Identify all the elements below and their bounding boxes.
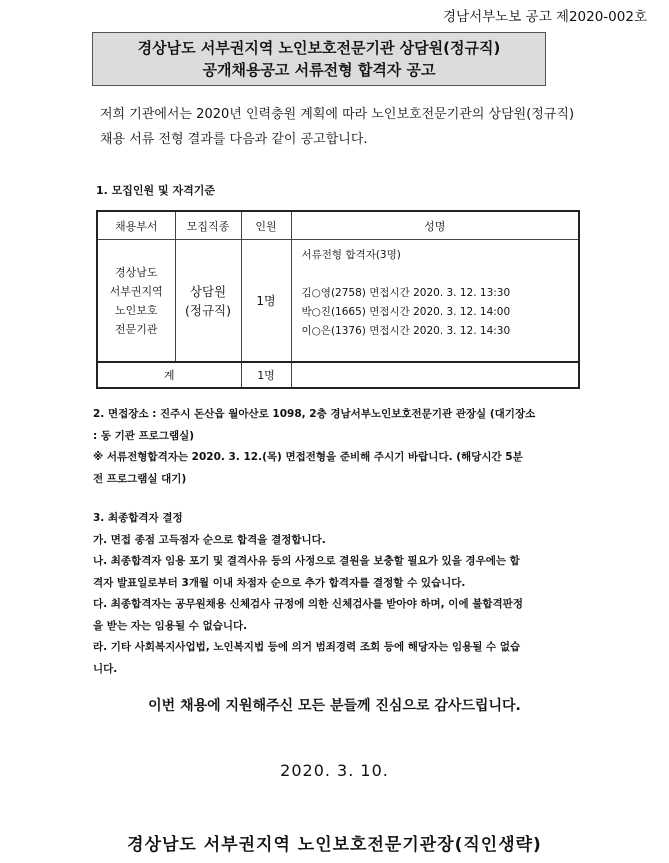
header-name: 성명 [291,211,579,240]
notice-number: 경남서부노보 공고 제2020-002호 [443,9,647,25]
header-dept: 채용부서 [97,211,175,240]
section-2-line: : 동 기관 프로그램실) [93,429,195,442]
candidate-line: 박○진(1665) 면접시간 2020. 3. 12. 14:00 [301,306,511,318]
intro-paragraph: 저희 기관에서는 2020년 인력충원 계획에 따라 노인보호전문기관의 상담원(정규직) 채용 서류 전형 결과를 다음과 같이 공고합니다. [100,107,575,147]
names-cell [291,240,579,363]
section-3 [93,508,589,680]
section-3-line: 나. 최종합격자 임용 포기 및 결격사유 등의 사정으로 결원을 보충할 필요가 있을 경우에는 합 [93,555,520,567]
section-3-heading: 3. 최종합격자 결정 [93,512,183,524]
section-3-line: 가. 면접 종점 고득점자 순으로 합격을 결정합니다. [93,533,326,546]
section-2-line: ※ 서류전형합격자는 2020. 3. 12.(목) 면접전형을 준비해 주시기 바랍니다. (해당시간 5분 [93,451,523,463]
names-header: 서류전형 합격자(3명) [301,249,401,261]
total-row [97,362,579,388]
total-label: 계 [97,362,241,388]
dept-line: 서부권지역 [109,284,163,298]
total-count: 1명 [241,362,291,388]
count-cell: 1명 [241,240,291,363]
signer: 경상남도 서부권지역 노인보호전문기관장(직인생략) [127,835,542,855]
section-2-line: 2. 면접장소 : 진주시 돈산읍 월아산로 1098, 2층 경남서부노인보호전문기관 관장실 (대기장소 [93,408,536,420]
header-count: 인원 [241,211,291,240]
section-3-line: 다. 최종합격자는 공무원채용 신체검사 규정에 의한 신체검사를 받아야 하며, 이에 불합격판정 [93,598,523,610]
section-1-heading: 1. 모집인원 및 자격기준 [96,184,215,197]
dept-line: 노인보호 [114,303,158,317]
candidate-line: 이○은(1376) 면접시간 2020. 3. 12. 14:30 [301,325,511,337]
table-row [97,240,579,363]
position-cell [175,240,241,363]
dept-cell [97,240,175,363]
title-line-1: 경상남도 서부권지역 노인보호전문기관 상담원(정규직) [137,39,501,57]
section-3-line: 을 받는 자는 임용될 수 없습니다. [93,619,248,632]
header-position: 모집직종 [175,211,241,240]
section-2 [93,404,585,490]
position-line: 상담원 [189,283,227,299]
dept-line: 전문기관 [114,322,158,336]
section-3-line: 라. 기타 사회복지사업법, 노인복지법 등에 의거 범죄경력 조회 등에 해당자는 임용될 수 없습 [93,641,521,653]
section-3-line: 니다. [93,662,118,675]
position-line: (정규직) [185,302,231,318]
title-line-2: 공개채용공고 서류전형 합격자 공고 [202,61,436,79]
section-3-line: 격자 발표일로부터 3개월 이내 차점자 순으로 추가 합격자를 결정할 수 있습니다. [93,576,466,589]
thanks-message: 이번 채용에 지원해주신 모든 분들께 진심으로 감사드립니다. [148,698,521,714]
recruitment-table [96,210,580,389]
title-box [92,32,546,86]
candidate-line: 김○영(2758) 면접시간 2020. 3. 12. 13:30 [301,287,511,299]
table-header-row [97,211,579,240]
section-2-line: 전 프로그램실 대기) [93,472,187,485]
dept-line: 경상남도 [114,265,158,279]
notice-date: 2020. 3. 10. [280,761,389,780]
total-empty-cell [291,362,579,388]
